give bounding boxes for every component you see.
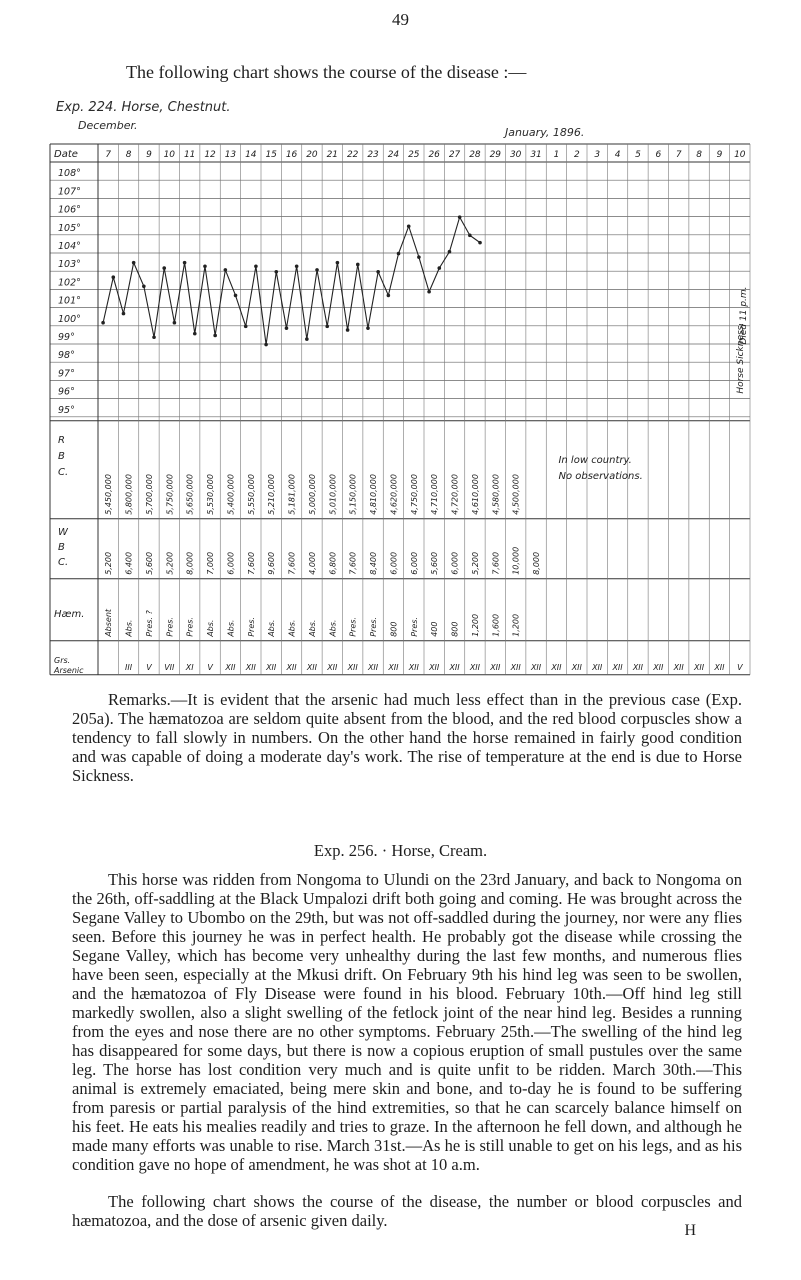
rbc-value: 5,550,000 bbox=[246, 474, 256, 515]
arsenic-dose: XII bbox=[347, 662, 358, 672]
temperature-line bbox=[103, 217, 480, 344]
haem-value: Pres. bbox=[409, 617, 419, 637]
arsenic-dose: XII bbox=[225, 662, 236, 672]
temperature-point bbox=[366, 326, 370, 330]
arsenic-dose: XII bbox=[490, 662, 501, 672]
y-tick-label: 98° bbox=[58, 350, 75, 362]
y-tick-label: 101° bbox=[58, 295, 81, 307]
rbc-row-label: B bbox=[58, 450, 65, 462]
haem-value: Pres. bbox=[185, 617, 195, 637]
temperature-point bbox=[224, 268, 228, 272]
date-label: 2 bbox=[573, 150, 580, 160]
arsenic-dose: XII bbox=[612, 662, 623, 672]
arsenic-dose: XII bbox=[327, 662, 338, 672]
arsenic-dose: V bbox=[207, 662, 213, 672]
rbc-value: 5,800,000 bbox=[124, 474, 134, 515]
wbc-value: 5,600 bbox=[430, 551, 440, 575]
temperature-point bbox=[101, 321, 105, 325]
wbc-row-label: B bbox=[58, 541, 65, 553]
arsenic-dose: V bbox=[146, 662, 152, 672]
date-label: 27 bbox=[448, 150, 461, 160]
temperature-point bbox=[356, 263, 360, 267]
signature-letter: H bbox=[684, 1222, 696, 1239]
arsenic-dose: XII bbox=[693, 662, 705, 672]
date-label: 11 bbox=[183, 150, 196, 160]
temperature-point bbox=[193, 332, 197, 336]
haem-value: Abs. bbox=[124, 619, 134, 637]
haem-value: Pres. bbox=[369, 617, 379, 637]
arsenic-dose: XII bbox=[367, 662, 379, 672]
date-label: 3 bbox=[594, 150, 601, 160]
horse-sickness-annotation: Horse Sickness. bbox=[735, 322, 746, 394]
wbc-value: 6,800 bbox=[328, 551, 338, 575]
arsenic-dose: V bbox=[737, 662, 743, 672]
following-chart-paragraph: The following chart shows the course of the disease, the number or blood corpuscles and hæmatozoa, and the dose of arsenic given daily. bbox=[72, 1192, 742, 1230]
wbc-value: 5,200 bbox=[104, 551, 114, 575]
haem-row-label: Hæm. bbox=[54, 608, 85, 620]
temperature-point bbox=[325, 325, 329, 329]
arsenic-dose: XII bbox=[469, 662, 481, 672]
arsenic-dose: III bbox=[125, 662, 133, 672]
date-label: 12 bbox=[204, 150, 216, 160]
arsenic-dose: XII bbox=[286, 662, 297, 672]
y-tick-label: 95° bbox=[58, 404, 75, 416]
rbc-value: 5,010,000 bbox=[328, 474, 338, 515]
date-label: 14 bbox=[245, 150, 257, 160]
date-label: 21 bbox=[326, 150, 339, 160]
y-tick-label: 96° bbox=[58, 386, 75, 398]
haem-value: 800 bbox=[450, 621, 460, 637]
haem-value: Abs. bbox=[287, 619, 297, 637]
date-header: Date bbox=[54, 149, 78, 160]
remarks-paragraph: Remarks.—It is evident that the arsenic had much less effect than in the previous case (Exp. 205a). The hæmatozoa are seldom quite absent from the blood, and the red blood corpuscles show a tendency to fall slowly in numbers. On the other hand the horse remained in fairly good condition and was capable of doing a moderate day's work. The rise of temperature at the end is due to Horse Sickness. bbox=[72, 690, 742, 785]
arsenic-dose: XII bbox=[408, 662, 419, 672]
date-label: 24 bbox=[387, 150, 400, 160]
date-label: 8 bbox=[125, 150, 132, 160]
haem-value: Pres. bbox=[165, 617, 175, 637]
date-label: 6 bbox=[655, 150, 662, 160]
temperature-point bbox=[122, 312, 126, 316]
haem-value: 1,200 bbox=[470, 613, 480, 637]
case-history-paragraph: This horse was ridden from Nongoma to Ulundi on the 23rd January, and back to Nongoma on the 26th, off-saddling at the Black Umpalozi drift both going and coming. He was brought across the Segane Valley to Ubombo on the 29th, but was not off-saddled during the journey, nor were any flies seen. Before this journey he was in perfect health. He probably got the disease while crossing the Segane Valley, which has become very unhealthy during the last few months, and numerous flies have been seen, especially at the Mkusi drift. On February 9th his hind leg was seen to be swollen, and the hæmatozoa of Fly Disease were found in his blood. February 10th.—Off hind leg still markedly swollen, also a slight swelling of the fetlock joint of the near hind leg. Besides a running from the eyes and nose there are no other symptoms. February 25th.—The swelling of the hind leg has disappeared for some days, but there is now a copious eruption of small pustules over the same leg. The horse has lost condition very much and is quite unfit to be ridden. March 30th.—This animal is extremely emaciated, being mere skin and bone, and to-day he is found to be suffering from paresis or partial paralysis of the hind extremities, so that he can scarcely balance himself on his feet. He eats his mealies readily and tries to graze. In the afternoon he fell down, and although he made many efforts was unable to rise. March 31st.—As he is still unable to get on his legs, and as his condition gave no hope of amendment, he was shot at 10 a.m. bbox=[72, 870, 742, 1174]
rbc-value: 4,500,000 bbox=[511, 474, 521, 515]
date-label: 31 bbox=[530, 150, 542, 160]
temperature-point bbox=[478, 241, 482, 245]
haem-value: Abs. bbox=[206, 619, 216, 637]
wbc-value: 7,600 bbox=[287, 551, 297, 575]
rbc-value: 5,530,000 bbox=[206, 474, 216, 515]
rbc-value: 5,650,000 bbox=[185, 474, 195, 515]
rbc-value: 5,000,000 bbox=[307, 474, 317, 515]
wbc-value: 7,600 bbox=[348, 551, 358, 575]
temperature-point bbox=[234, 294, 238, 298]
haem-value: Pres. ? bbox=[144, 610, 154, 637]
wbc-value: 6,000 bbox=[226, 551, 236, 575]
arsenic-dose: XII bbox=[245, 662, 256, 672]
temperature-point bbox=[152, 335, 156, 339]
wbc-value: 7,600 bbox=[246, 551, 256, 575]
wbc-value: 6,000 bbox=[409, 551, 419, 575]
temperature-point bbox=[132, 261, 136, 265]
rbc-value: 4,620,000 bbox=[389, 474, 399, 515]
date-label: 10 bbox=[163, 150, 176, 160]
haem-value: 1,200 bbox=[511, 613, 521, 637]
rbc-value: 4,750,000 bbox=[409, 474, 419, 515]
date-label: 7 bbox=[675, 150, 682, 160]
temperature-point bbox=[407, 224, 411, 228]
date-label: 23 bbox=[367, 150, 379, 160]
arsenic-dose: XII bbox=[449, 662, 460, 672]
wbc-value: 8,000 bbox=[532, 551, 542, 575]
arsenic-dose: VII bbox=[164, 662, 175, 672]
chart-grid bbox=[50, 144, 750, 675]
temperature-point bbox=[417, 255, 421, 259]
haem-value: Abs. bbox=[328, 619, 338, 637]
rbc-value: 5,150,000 bbox=[348, 474, 358, 515]
wbc-value: 8,400 bbox=[369, 551, 379, 575]
wbc-value: 9,600 bbox=[267, 551, 277, 575]
wbc-value: 8,000 bbox=[185, 551, 195, 575]
date-label: 30 bbox=[509, 150, 522, 160]
died-annotation: Died 11 p.m. bbox=[739, 286, 749, 345]
date-label: 28 bbox=[469, 150, 481, 160]
rbc-value: 4,720,000 bbox=[450, 474, 460, 515]
experiment-heading: Exp. 256. · Horse, Cream. bbox=[313, 841, 488, 860]
temperature-point bbox=[111, 275, 115, 279]
y-tick-label: 100° bbox=[58, 313, 81, 325]
temperature-point bbox=[203, 264, 207, 268]
rbc-value: 5,700,000 bbox=[144, 474, 154, 515]
rbc-value: 5,750,000 bbox=[165, 474, 175, 515]
rbc-row-label: R bbox=[58, 434, 65, 446]
temperature-point bbox=[448, 250, 452, 254]
y-tick-label: 103° bbox=[58, 259, 81, 271]
haem-value: Absent bbox=[104, 608, 114, 637]
date-label: 1 bbox=[553, 150, 560, 160]
no-observations-note: No observations. bbox=[558, 470, 643, 482]
wbc-value: 6,000 bbox=[450, 551, 460, 575]
rbc-value: 4,810,000 bbox=[369, 474, 379, 515]
intro-sentence: The following chart shows the course of the disease :— bbox=[126, 62, 527, 82]
chart-labels bbox=[53, 149, 746, 675]
temperature-point bbox=[305, 337, 309, 341]
date-label: 20 bbox=[306, 150, 318, 160]
rbc-value: 5,450,000 bbox=[104, 474, 114, 515]
wbc-value: 7,000 bbox=[206, 551, 216, 575]
date-label: 9 bbox=[716, 150, 723, 160]
temperature-point bbox=[387, 294, 391, 298]
temperature-point bbox=[295, 264, 299, 268]
temperature-point bbox=[458, 215, 462, 219]
chart-december-label: December. bbox=[78, 119, 138, 132]
rbc-value: 4,710,000 bbox=[430, 474, 440, 515]
y-tick-label: 104° bbox=[58, 241, 81, 252]
wbc-value: 10,000 bbox=[511, 546, 521, 575]
wbc-value: 4,000 bbox=[307, 551, 317, 575]
date-label: 13 bbox=[224, 150, 237, 160]
arsenic-row-label: Arsenic bbox=[54, 665, 84, 675]
rbc-value: 4,580,000 bbox=[491, 474, 501, 515]
y-tick-label: 102° bbox=[58, 277, 81, 289]
remarks-block bbox=[72, 690, 742, 785]
temperature-point bbox=[274, 270, 278, 274]
date-label: 16 bbox=[285, 150, 298, 160]
date-label: 8 bbox=[696, 150, 702, 160]
arsenic-dose: XII bbox=[530, 662, 542, 672]
arsenic-dose: XII bbox=[306, 662, 318, 672]
wbc-value: 7,600 bbox=[491, 551, 501, 575]
temperature-point bbox=[254, 264, 258, 268]
temperature-point bbox=[468, 234, 472, 238]
date-label: 22 bbox=[346, 150, 359, 160]
arsenic-row-label: Grs. bbox=[54, 655, 71, 665]
arsenic-dose: XII bbox=[510, 662, 521, 672]
date-label: 7 bbox=[105, 150, 112, 160]
rbc-value: 5,210,000 bbox=[267, 474, 277, 515]
temperature-point bbox=[162, 266, 166, 270]
rbc-value: 5,400,000 bbox=[226, 474, 236, 515]
chart-january-label: January, 1896. bbox=[505, 126, 585, 139]
temperature-point bbox=[142, 285, 146, 289]
temperature-point bbox=[213, 334, 217, 338]
temperature-point bbox=[346, 328, 350, 332]
haem-value: Abs. bbox=[307, 619, 317, 637]
arsenic-dose: XII bbox=[632, 662, 644, 672]
temperature-point bbox=[244, 325, 248, 329]
y-tick-label: 106° bbox=[58, 204, 81, 216]
temperature-chart bbox=[50, 138, 760, 675]
haem-value: Abs. bbox=[267, 619, 277, 637]
y-tick-label: 105° bbox=[58, 222, 81, 234]
temperature-point bbox=[183, 261, 187, 265]
rbc-value: 5,181,000 bbox=[287, 474, 297, 515]
haem-value: 400 bbox=[430, 621, 440, 637]
wbc-value: 5,200 bbox=[165, 551, 175, 575]
arsenic-dose: XI bbox=[185, 662, 194, 672]
arsenic-dose: XII bbox=[571, 662, 582, 672]
y-tick-label: 99° bbox=[58, 332, 75, 343]
arsenic-dose: XII bbox=[429, 662, 440, 672]
wbc-value: 6,000 bbox=[389, 551, 399, 575]
temperature-point bbox=[437, 266, 441, 270]
haem-value: Pres. bbox=[348, 617, 358, 637]
low-country-note: In low country. bbox=[558, 454, 632, 466]
chart-experiment-label: Exp. 224. Horse, Chestnut. bbox=[56, 100, 231, 115]
wbc-value: 5,200 bbox=[470, 551, 480, 575]
temperature-point bbox=[173, 321, 177, 325]
page-number: 49 bbox=[392, 10, 409, 29]
wbc-value: 6,400 bbox=[124, 551, 134, 575]
rbc-row-label: C. bbox=[58, 466, 69, 478]
arsenic-dose: XII bbox=[673, 662, 684, 672]
case-history-block bbox=[72, 870, 742, 1230]
date-label: 25 bbox=[408, 150, 420, 160]
temperature-point bbox=[264, 343, 268, 347]
wbc-row-label: C. bbox=[58, 556, 69, 568]
temperature-point bbox=[427, 290, 431, 294]
haem-value: 1,600 bbox=[491, 613, 501, 637]
arsenic-dose: XII bbox=[653, 662, 664, 672]
date-label: 9 bbox=[146, 150, 152, 160]
y-tick-label: 97° bbox=[58, 368, 75, 380]
temperature-point bbox=[376, 270, 380, 274]
wbc-value: 5,600 bbox=[144, 551, 154, 575]
date-label: 10 bbox=[734, 150, 746, 160]
date-label: 5 bbox=[635, 150, 641, 160]
date-label: 26 bbox=[428, 150, 440, 160]
date-label: 4 bbox=[614, 150, 621, 160]
date-label: 29 bbox=[489, 150, 502, 160]
haem-value: Pres. bbox=[246, 617, 256, 637]
arsenic-dose: XII bbox=[714, 662, 725, 672]
temperature-point bbox=[336, 261, 340, 265]
haem-value: Abs. bbox=[226, 619, 236, 637]
arsenic-dose: XII bbox=[388, 662, 399, 672]
temperature-point bbox=[397, 252, 401, 256]
date-label: 15 bbox=[265, 150, 277, 160]
temperature-point bbox=[285, 326, 289, 330]
haem-value: 800 bbox=[389, 621, 399, 637]
rbc-value: 4,610,000 bbox=[470, 474, 480, 515]
arsenic-dose: XII bbox=[592, 662, 603, 672]
arsenic-dose: XII bbox=[551, 662, 562, 672]
arsenic-dose: XII bbox=[266, 662, 277, 672]
y-tick-label: 108° bbox=[58, 168, 81, 180]
temperature-point bbox=[315, 268, 319, 272]
wbc-row-label: W bbox=[58, 526, 68, 538]
y-tick-label: 107° bbox=[58, 186, 81, 198]
